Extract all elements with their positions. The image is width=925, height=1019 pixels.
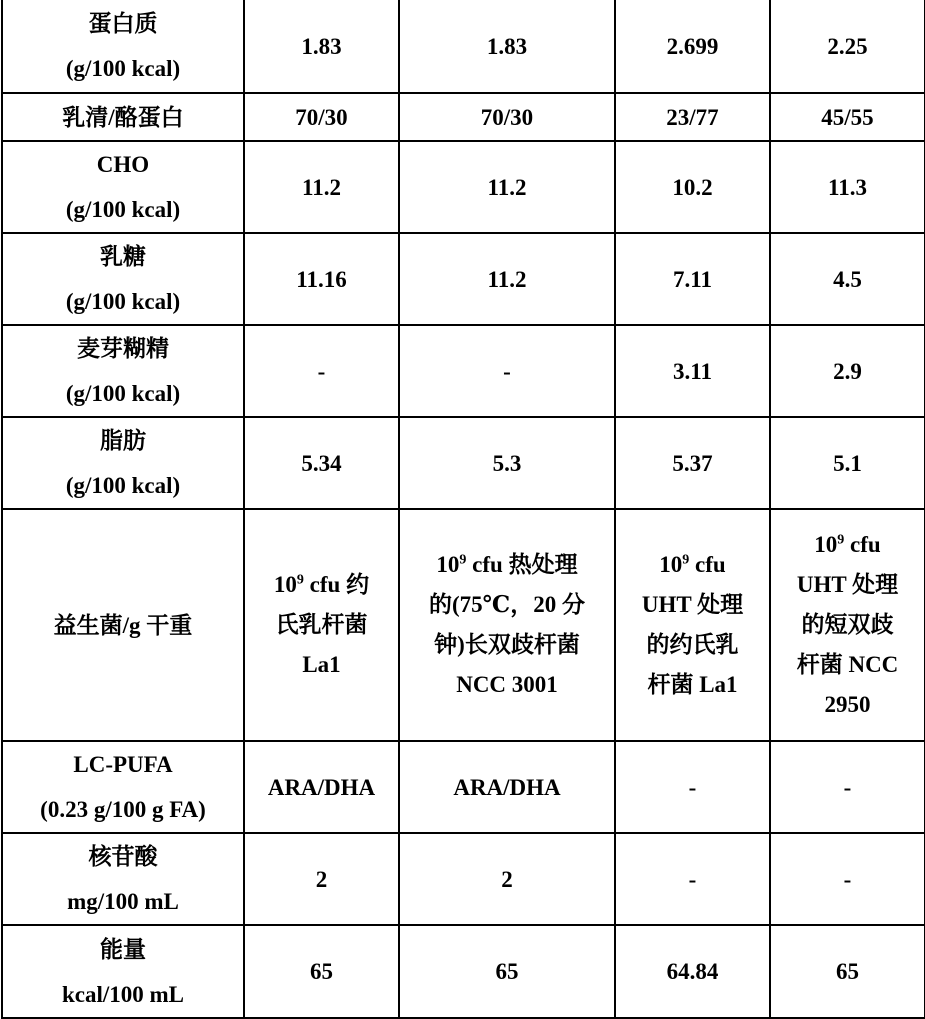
cell-value: 2 (244, 833, 399, 925)
row-label-line: (g/100 kcal) (66, 56, 180, 81)
cell-text: 的(75℃，20 分 (429, 592, 585, 617)
table-row (2, 325, 925, 417)
row-label-line: (g/100 kcal) (66, 473, 180, 498)
cell-value: 5.34 (244, 417, 399, 509)
row-label (2, 833, 244, 925)
row-label-line: (g/100 kcal) (66, 289, 180, 314)
cell-text: UHT 处理 (642, 592, 743, 617)
table-row (2, 233, 925, 325)
row-label (2, 233, 244, 325)
row-label (2, 0, 244, 93)
superscript: 9 (459, 552, 466, 567)
cell-text: 10 (659, 552, 682, 577)
row-label-line: (g/100 kcal) (66, 381, 180, 406)
cell-text: 的约氏乳 (647, 632, 739, 657)
cell-value: 64.84 (615, 925, 770, 1018)
cell-value: 11.2 (399, 233, 615, 325)
table-row (2, 925, 925, 1018)
cell-value: 11.3 (770, 141, 925, 233)
cell-value: 7.11 (615, 233, 770, 325)
row-label-line: 益生菌/g 干重 (54, 613, 193, 638)
cell-text: 钟)长双歧杆菌 (434, 632, 580, 657)
table-row (2, 833, 925, 925)
row-label-line: mg/100 mL (67, 889, 179, 914)
cell-value: - (615, 833, 770, 925)
cell-value: 11.2 (399, 141, 615, 233)
cell-value: 2.699 (615, 0, 770, 93)
cell-value: 23/77 (615, 93, 770, 141)
cell-value: 70/30 (399, 93, 615, 141)
cell-value: 65 (770, 925, 925, 1018)
cell-text: 杆菌 La1 (647, 672, 737, 697)
superscript: 9 (297, 572, 304, 587)
row-label (2, 509, 244, 741)
cell-value: 3.11 (615, 325, 770, 417)
cell-text: cfu 热处理 (466, 552, 577, 577)
cell-text: NCC 3001 (456, 672, 558, 697)
cell-value: 4.5 (770, 233, 925, 325)
cell-value: 1.83 (399, 0, 615, 93)
row-label-line: CHO (97, 152, 149, 177)
row-label-line: 蛋白质 (89, 11, 158, 36)
cell-value: 5.3 (399, 417, 615, 509)
cell-value: - (770, 833, 925, 925)
cell-value (399, 509, 615, 741)
cell-value: 11.16 (244, 233, 399, 325)
row-label-line: 核苷酸 (89, 844, 158, 869)
cell-value: 2.9 (770, 325, 925, 417)
row-label (2, 93, 244, 141)
cell-text: 的短双歧 (802, 612, 894, 637)
row-label-line: 脂肪 (100, 428, 146, 453)
cell-value: 5.37 (615, 417, 770, 509)
table-row (2, 509, 925, 741)
cell-value: - (615, 741, 770, 833)
cell-value: 2 (399, 833, 615, 925)
cell-value: ARA/DHA (244, 741, 399, 833)
cell-text: 杆菌 NCC (797, 652, 899, 677)
cell-value: 10.2 (615, 141, 770, 233)
cell-text: 2950 (825, 692, 871, 717)
cell-value: 5.1 (770, 417, 925, 509)
table-row (2, 141, 925, 233)
table-row (2, 0, 925, 93)
cell-value: - (770, 741, 925, 833)
row-label (2, 325, 244, 417)
cell-value: ARA/DHA (399, 741, 615, 833)
cell-value: 65 (399, 925, 615, 1018)
row-label (2, 925, 244, 1018)
nutrition-table (1, 0, 925, 1019)
cell-text: 10 (274, 572, 297, 597)
cell-value (770, 509, 925, 741)
cell-text: 氏乳杆菌 (276, 612, 368, 637)
row-label-line: 麦芽糊精 (77, 336, 169, 361)
cell-text: 10 (814, 532, 837, 557)
table-row (2, 741, 925, 833)
cell-text: 10 (436, 552, 459, 577)
cell-value: 65 (244, 925, 399, 1018)
cell-value: 1.83 (244, 0, 399, 93)
row-label-line: 能量 (100, 937, 146, 962)
row-label (2, 141, 244, 233)
cell-value: 2.25 (770, 0, 925, 93)
row-label-line: 乳糖 (100, 244, 146, 269)
row-label (2, 741, 244, 833)
row-label (2, 417, 244, 509)
cell-text: cfu 约 (304, 572, 369, 597)
cell-value: - (399, 325, 615, 417)
cell-value (244, 509, 399, 741)
cell-text: cfu (689, 552, 725, 577)
cell-value (615, 509, 770, 741)
row-label-line: (g/100 kcal) (66, 197, 180, 222)
cell-text: cfu (844, 532, 880, 557)
superscript: 9 (682, 552, 689, 567)
row-label-line: LC-PUFA (73, 752, 172, 777)
cell-text: UHT 处理 (797, 572, 898, 597)
superscript: 9 (837, 532, 844, 547)
row-label-line: 乳清/酪蛋白 (62, 105, 183, 130)
table-row (2, 417, 925, 509)
cell-text: La1 (302, 652, 340, 677)
cell-value: 45/55 (770, 93, 925, 141)
cell-value: - (244, 325, 399, 417)
row-label-line: (0.23 g/100 g FA) (40, 797, 206, 822)
row-label-line: kcal/100 mL (62, 982, 184, 1007)
cell-value: 11.2 (244, 141, 399, 233)
cell-value: 70/30 (244, 93, 399, 141)
table-row (2, 93, 925, 141)
